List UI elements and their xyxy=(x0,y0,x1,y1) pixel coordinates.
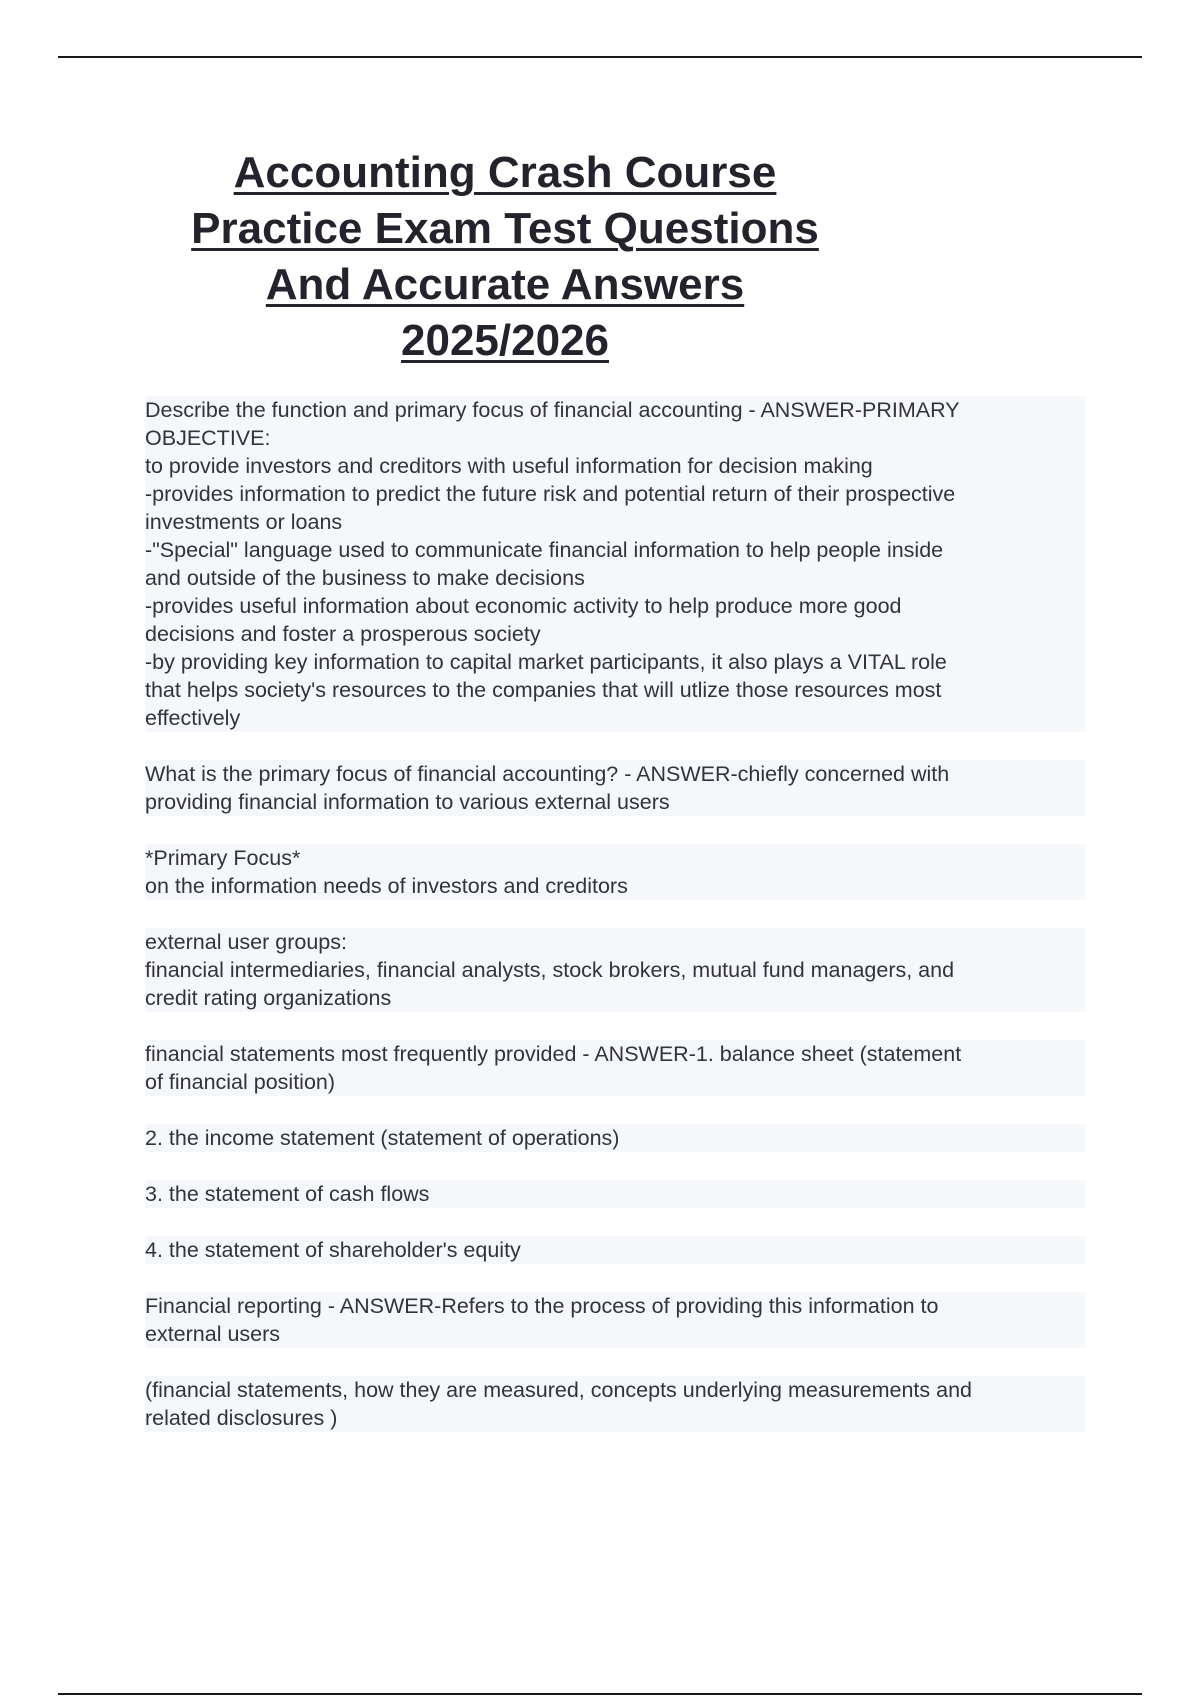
title-line: And Accurate Answers xyxy=(265,260,745,309)
text-line: 3. the statement of cash flows xyxy=(145,1180,1085,1208)
footer-divider xyxy=(58,1693,1142,1695)
qa-block xyxy=(145,396,1085,732)
text-line: OBJECTIVE: xyxy=(145,424,1085,452)
qa-block xyxy=(145,760,1085,816)
qa-block xyxy=(145,1124,1085,1152)
text-line: Describe the function and primary focus of financial accounting - ANSWER-PRIMARY xyxy=(145,396,1085,424)
qa-block xyxy=(145,928,1085,1012)
text-line: (financial statements, how they are measured, concepts underlying measurements and xyxy=(145,1376,1085,1404)
text-line: effectively xyxy=(145,704,1085,732)
title-line: Practice Exam Test Questions xyxy=(191,204,819,253)
qa-block xyxy=(145,1040,1085,1096)
text-line: credit rating organizations xyxy=(145,984,1085,1012)
qa-block xyxy=(145,1292,1085,1348)
text-line: investments or loans xyxy=(145,508,1085,536)
text-line: -"Special" language used to communicate financial information to help people inside xyxy=(145,536,1085,564)
text-line: 2. the income statement (statement of operations) xyxy=(145,1124,1085,1152)
text-line: 4. the statement of shareholder's equity xyxy=(145,1236,1085,1264)
document-body xyxy=(145,396,1085,1460)
qa-block xyxy=(145,844,1085,900)
text-line: external users xyxy=(145,1320,1085,1348)
text-line: external user groups: xyxy=(145,928,1085,956)
title-line: 2025/2026 xyxy=(401,316,609,365)
text-line: *Primary Focus* xyxy=(145,844,1085,872)
text-line: decisions and foster a prosperous society xyxy=(145,620,1085,648)
text-line: on the information needs of investors and creditors xyxy=(145,872,1085,900)
text-line: and outside of the business to make decisions xyxy=(145,564,1085,592)
text-line: financial intermediaries, financial analysts, stock brokers, mutual fund managers, and xyxy=(145,956,1085,984)
title-line: Accounting Crash Course xyxy=(233,148,777,197)
text-line: of financial position) xyxy=(145,1068,1085,1096)
header-divider xyxy=(58,56,1142,58)
text-line: -by providing key information to capital market participants, it also plays a VITAL role xyxy=(145,648,1085,676)
qa-block xyxy=(145,1376,1085,1432)
text-line: related disclosures ) xyxy=(145,1404,1085,1432)
document-title xyxy=(120,145,890,369)
text-line: -provides useful information about economic activity to help produce more good xyxy=(145,592,1085,620)
text-line: providing financial information to various external users xyxy=(145,788,1085,816)
text-line: Financial reporting - ANSWER-Refers to the process of providing this information to xyxy=(145,1292,1085,1320)
text-line: that helps society's resources to the companies that will utlize those resources most xyxy=(145,676,1085,704)
text-line: -provides information to predict the future risk and potential return of their prospective xyxy=(145,480,1085,508)
qa-block xyxy=(145,1180,1085,1208)
text-line: What is the primary focus of financial accounting? - ANSWER-chiefly concerned with xyxy=(145,760,1085,788)
qa-block xyxy=(145,1236,1085,1264)
text-line: to provide investors and creditors with useful information for decision making xyxy=(145,452,1085,480)
text-line: financial statements most frequently provided - ANSWER-1. balance sheet (statement xyxy=(145,1040,1085,1068)
